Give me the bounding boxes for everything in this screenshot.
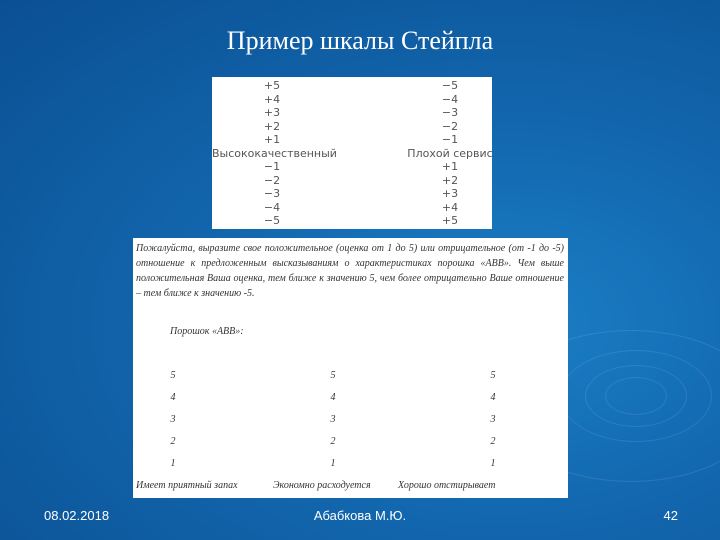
- rating-option[interactable]: 5: [170, 370, 176, 381]
- product-label: Порошок «ABB»:: [170, 326, 244, 337]
- survey-instruction: Пожалуйста, выразите свое положительное (оценка от 1 до 5) или отрицательное (от -1 до -5) отношение к предложенным высказываниям о характеристиках порошка «ABB». Чем выше положительная Ваша оценка, тем ближе к значению 5, чем более отрицательно Ваше отношение – тем ближе к значению -5.: [136, 243, 564, 299]
- rating-option[interactable]: 5: [490, 370, 496, 381]
- scale-value: −3: [263, 187, 281, 200]
- rating-option[interactable]: 3: [170, 414, 176, 425]
- scale-value: −4: [441, 92, 459, 106]
- rating-option[interactable]: 4: [330, 392, 336, 403]
- scale-value: +2: [441, 173, 459, 187]
- rating-option[interactable]: 2: [330, 436, 336, 447]
- scale-label: Плохой сервис: [407, 146, 493, 160]
- scale-value: +1: [441, 160, 459, 173]
- page-number: 42: [663, 508, 678, 523]
- attribute-label: Хорошо отстирывает: [398, 480, 496, 491]
- rating-option[interactable]: 2: [490, 436, 496, 447]
- scale-value: −2: [441, 119, 459, 133]
- scale-value: +2: [263, 119, 281, 133]
- footer-author: Абабкова М.Ю.: [313, 508, 407, 523]
- rating-option[interactable]: 1: [330, 458, 336, 469]
- staple-scale-table: [212, 77, 492, 229]
- slide-title: Пример шкалы Стейпла: [226, 26, 494, 55]
- rating-option[interactable]: 1: [170, 458, 176, 469]
- rating-option[interactable]: 3: [330, 414, 336, 425]
- scale-value: −5: [263, 214, 281, 227]
- scale-value: −5: [441, 79, 459, 92]
- scale-value: −1: [263, 160, 281, 173]
- rating-option[interactable]: 4: [490, 392, 496, 403]
- scale-value: +5: [441, 214, 459, 227]
- rating-option[interactable]: 5: [330, 370, 336, 381]
- scale-value: −3: [441, 106, 459, 119]
- scale-value: +4: [263, 92, 281, 106]
- rating-option[interactable]: 3: [490, 414, 496, 425]
- scale-value: +5: [263, 79, 281, 92]
- scale-value: −2: [263, 173, 281, 187]
- scale-column-left: [212, 79, 337, 228]
- scale-value: −1: [441, 133, 459, 146]
- scale-value: +3: [263, 106, 281, 119]
- attribute-label: Экономно расходуется: [273, 480, 371, 491]
- scale-value: +3: [441, 187, 459, 200]
- rating-option[interactable]: 1: [490, 458, 496, 469]
- rating-option[interactable]: 4: [170, 392, 176, 403]
- scale-value: +4: [441, 200, 459, 214]
- scale-value: −4: [263, 200, 281, 214]
- scale-column-right: [405, 79, 495, 228]
- attribute-label: Имеет приятный запах: [136, 480, 238, 491]
- scale-label: Высококачественный: [212, 146, 337, 160]
- survey-form: [133, 238, 568, 498]
- footer-date: 08.02.2018: [44, 508, 110, 523]
- rating-option[interactable]: 2: [170, 436, 176, 447]
- scale-value: +1: [263, 133, 281, 146]
